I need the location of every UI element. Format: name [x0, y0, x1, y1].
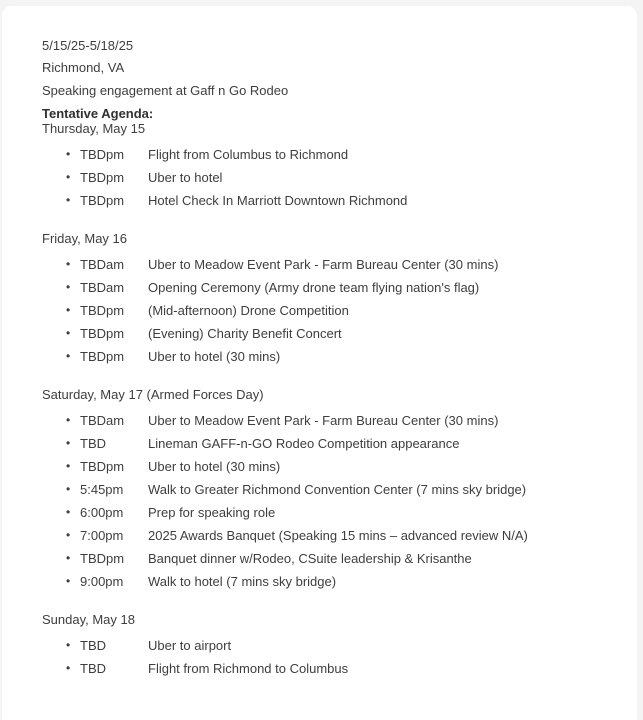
description-cell: Walk to hotel (7 mins sky bridge) [148, 574, 337, 589]
day-items [42, 413, 607, 589]
time-cell: TBDam [80, 413, 125, 428]
agenda-row [42, 280, 607, 295]
time-cell: TBDpm [80, 459, 125, 474]
agenda-row [42, 459, 607, 474]
time-cell: TBDpm [80, 551, 125, 566]
description-cell: (Mid-afternoon) Drone Competition [148, 303, 349, 318]
agenda-heading: Tentative Agenda: [42, 106, 154, 121]
description-cell: Flight from Richmond to Columbus [148, 661, 349, 676]
description-cell: Uber to Meadow Event Park - Farm Bureau Center (30 mins) [148, 257, 499, 272]
description-cell: Uber to hotel (30 mins) [148, 459, 281, 474]
agenda-row [42, 193, 607, 208]
description-cell: Uber to airport [148, 638, 232, 653]
time-cell: TBD [80, 661, 106, 676]
description-cell: Prep for speaking role [148, 505, 276, 520]
location-line: Richmond, VA [42, 60, 125, 75]
day-title: Sunday, May 18 [42, 612, 135, 627]
day-items [42, 638, 607, 676]
description-cell: Uber to hotel [148, 170, 223, 185]
document-page [2, 6, 637, 720]
time-cell: TBDpm [80, 193, 125, 208]
description-cell: Lineman GAFF-n-GO Rodeo Competition appearance [148, 436, 460, 451]
bullet-icon: • [66, 280, 71, 294]
day-title: Saturday, May 17 (Armed Forces Day) [42, 387, 264, 402]
agenda-row [42, 257, 607, 272]
bullet-icon: • [66, 551, 71, 565]
time-cell: TBD [80, 638, 106, 653]
description-cell: Uber to Meadow Event Park - Farm Bureau Center (30 mins) [148, 413, 499, 428]
bullet-icon: • [66, 413, 71, 427]
time-cell: TBDpm [80, 303, 125, 318]
agenda-row [42, 574, 607, 589]
agenda-row [42, 551, 607, 566]
bullet-icon: • [66, 303, 71, 317]
time-cell: 6:00pm [80, 505, 124, 520]
time-cell: 7:00pm [80, 528, 124, 543]
description-cell: (Evening) Charity Benefit Concert [148, 326, 342, 341]
description-cell: Uber to hotel (30 mins) [148, 349, 281, 364]
day-section [42, 231, 607, 364]
bullet-icon: • [66, 505, 71, 519]
day-title: Thursday, May 15 [42, 121, 146, 136]
description-cell: Banquet dinner w/Rodeo, CSuite leadership & Krisanthe [148, 551, 472, 566]
agenda-row [42, 528, 607, 543]
bullet-icon: • [66, 147, 71, 161]
agenda-row [42, 413, 607, 428]
time-cell: TBDpm [80, 349, 125, 364]
time-cell: 9:00pm [80, 574, 124, 589]
description-cell: Flight from Columbus to Richmond [148, 147, 349, 162]
bullet-icon: • [66, 459, 71, 473]
agenda-days [42, 121, 607, 676]
bullet-icon: • [66, 257, 71, 271]
bullet-icon: • [66, 528, 71, 542]
bullet-icon: • [66, 193, 71, 207]
description-cell: Hotel Check In Marriott Downtown Richmond [148, 193, 408, 208]
document-content [2, 6, 637, 708]
time-cell: TBDpm [80, 170, 125, 185]
day-items [42, 147, 607, 208]
bullet-icon: • [66, 482, 71, 496]
agenda-row [42, 482, 607, 497]
agenda-row [42, 661, 607, 676]
date-range: 5/15/25-5/18/25 [42, 38, 134, 53]
day-section [42, 121, 607, 208]
agenda-row [42, 303, 607, 318]
agenda-row [42, 326, 607, 341]
description-cell: Walk to Greater Richmond Convention Center (7 mins sky bridge) [148, 482, 527, 497]
bullet-icon: • [66, 436, 71, 450]
bullet-icon: • [66, 170, 71, 184]
bullet-icon: • [66, 638, 71, 652]
day-items [42, 257, 607, 364]
bullet-icon: • [66, 349, 71, 363]
agenda-row [42, 638, 607, 653]
time-cell: TBDpm [80, 147, 125, 162]
bullet-icon: • [66, 661, 71, 675]
bullet-icon: • [66, 326, 71, 340]
day-section [42, 387, 607, 589]
agenda-row [42, 505, 607, 520]
agenda-row [42, 170, 607, 185]
day-section [42, 612, 607, 676]
time-cell: 5:45pm [80, 482, 124, 497]
bullet-icon: • [66, 574, 71, 588]
description-cell: 2025 Awards Banquet (Speaking 15 mins – advanced review N/A) [148, 528, 528, 543]
time-cell: TBDam [80, 280, 125, 295]
day-title: Friday, May 16 [42, 231, 128, 246]
agenda-row [42, 349, 607, 364]
description-cell: Opening Ceremony (Army drone team flying nation's flag) [148, 280, 480, 295]
agenda-row [42, 436, 607, 451]
time-cell: TBDpm [80, 326, 125, 341]
agenda-row [42, 147, 607, 162]
time-cell: TBD [80, 436, 106, 451]
time-cell: TBDam [80, 257, 125, 272]
subject-line: Speaking engagement at Gaff n Go Rodeo [42, 83, 289, 98]
